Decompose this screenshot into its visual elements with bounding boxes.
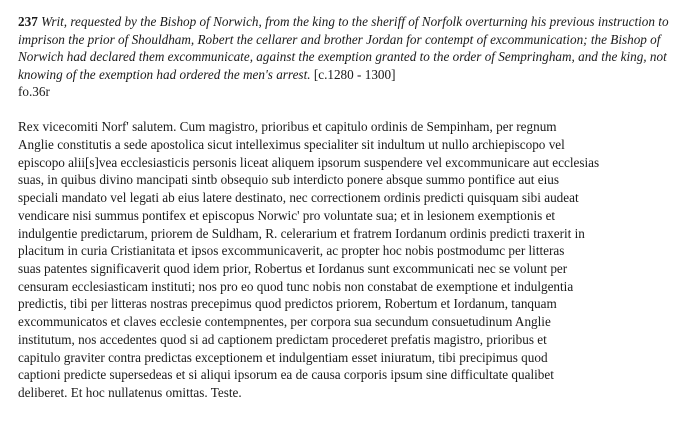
text-line: Rex vicecomiti Norf' salutem. Cum magistro, prioribus et capitulo ordinis de Sempinham, per regnum (18, 119, 557, 135)
text-line: indulgentie predictarum, priorem de Suldham, R. celerarium et fratrem Iordanum ordinis predicti traxerit in (18, 225, 585, 241)
folio-reference: fo.36r (18, 84, 50, 100)
document-page (18, 13, 688, 402)
entry-date: [c.1280 - 1300] (313, 66, 396, 82)
text-line: episcopo alii[s]vea ecclesiasticis personis liceat aliquem ipsorum suspendere vel excommunicare aut ecclesias (18, 154, 600, 170)
entry-title: Writ, requested by the Bishop of Norwich, from the king to the sheriff of Norfolk overturning his previous instruction to imprison the prior of Shouldham, Robert the cellarer and brother Jordan for contempt of excommunication; the Bishop of Norwich had declared them excommunicate, against the exemption granted to the order of Sempringham, and the king, not knowing of the exemption had ordered the men's arrest. (18, 14, 669, 82)
entry-header (18, 13, 688, 83)
text-line: vendicare nisi summus pontifex et episcopus Norwic' pro voluntate sua; et in lesionem exemptionis et (18, 207, 556, 223)
text-line: suas patentes significaverit quod idem prior, Robertus et Iordanus sunt excommunicati nec se volunt per (18, 261, 568, 276)
latin-text (18, 118, 688, 401)
text-line: excommunicatos et claves ecclesie contempnentes, per corpora sua secundum consuetudinum Anglie (18, 314, 551, 330)
text-line: deliberet. Et hoc nullatenus omittas. Teste. (18, 384, 242, 400)
text-line: suas, in quibus divino mancipati sintb obsequio sub interdicto ponere absque summo pontifice aut eius (18, 172, 559, 188)
text-line: captioni predicte supersedeas et si aliqui ipsorum ea de causa corporis ipsum sine difficultate qualibet (18, 367, 554, 383)
text-line: predictis, tibi per litteras nostras precepimus quod predictos priorem, Robertum et Iordanum, tanquam (18, 296, 557, 312)
text-line: censuram ecclesiasticam instituti; nos pro eo quod tunc nobis non constabat de exemptione et indulgentia (18, 278, 574, 294)
text-line: Anglie constitutis a sede apostolica sicut intelleximus specialiter sit indultum ut nullo archiepiscopo vel (18, 137, 565, 153)
entry-number: 237 (18, 14, 38, 29)
text-line: capitulo graviter contra predictas exceptionem et indulgentiam esset iniuratum, tibi precipimus quod (18, 349, 548, 365)
text-line: institutum, nos accedentes quod si ad captionem predictam procederet prefatis magistro, prioribus et (18, 331, 547, 347)
text-line: placitum in curia Cristianitata et ipsos excommunicaverit, ac propter hoc nobis postmodumc per litteras (18, 243, 565, 259)
text-line: speciali mandato vel legati ab eius latere destinato, nec correctionem ordinis predicti quisquam sibi audeat (18, 190, 579, 206)
